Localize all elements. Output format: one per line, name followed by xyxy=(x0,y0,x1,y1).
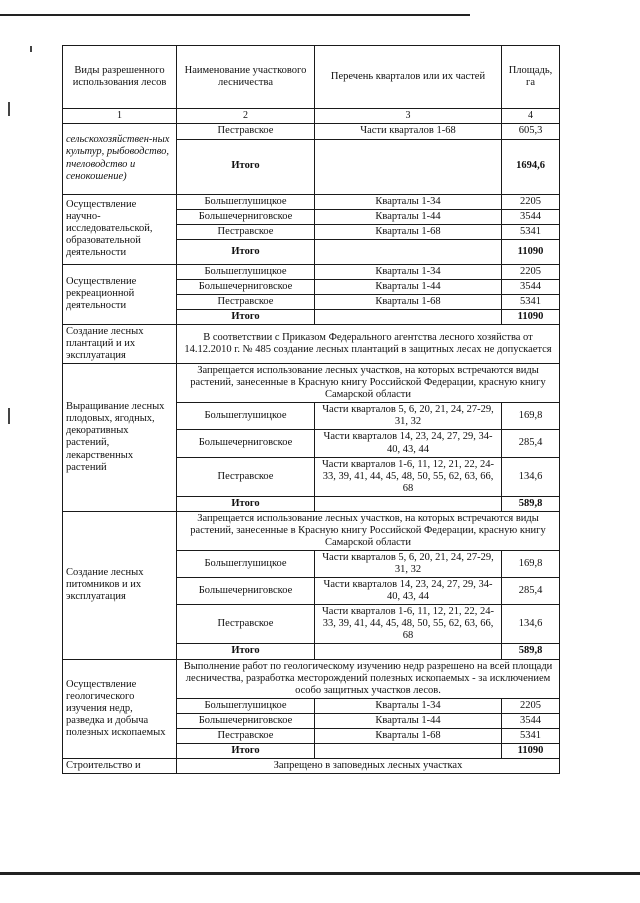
table-row xyxy=(63,364,560,403)
area-cell: 134,6 xyxy=(502,457,560,496)
total-label: Итого xyxy=(177,644,315,659)
empty-cell xyxy=(315,743,502,758)
total-area: 11090 xyxy=(502,239,560,264)
forestry-cell: Большечерниговское xyxy=(177,279,315,294)
area-cell: 2205 xyxy=(502,264,560,279)
empty-cell xyxy=(315,309,502,324)
forestry-cell: Пестравское xyxy=(177,605,315,644)
quarters-cell: Части кварталов 1-6, 11, 12, 21, 22, 24-33, 39, 41, 44, 45, 48, 50, 55, 62, 63, 66, 68 xyxy=(315,457,502,496)
note-cell: Запрещено в заповедных лесных участках xyxy=(177,758,560,773)
empty-cell xyxy=(315,496,502,511)
header-col-forestry: Наименование участкового лесничества xyxy=(177,46,315,109)
quarters-cell: Части кварталов 14, 23, 24, 27, 29, 34-40, 43, 44 xyxy=(315,578,502,605)
forestry-cell: Пестравское xyxy=(177,457,315,496)
bottom-scan-line xyxy=(0,872,640,875)
use-type-cell: Создание лесных питомников и их эксплуатация xyxy=(63,511,177,659)
header-col-type: Виды разрешенного использования лесов xyxy=(63,46,177,109)
quarters-cell: Кварталы 1-34 xyxy=(315,194,502,209)
use-type-cell: Осуществление геологического изучения недр, разведка и добыча полезных ископаемых xyxy=(63,659,177,758)
total-area: 11090 xyxy=(502,743,560,758)
area-cell: 134,6 xyxy=(502,605,560,644)
quarters-cell: Части кварталов 5, 6, 20, 21, 24, 27-29, 31, 32 xyxy=(315,551,502,578)
forestry-cell: Пестравское xyxy=(177,728,315,743)
total-label: Итого xyxy=(177,743,315,758)
quarters-cell: Части кварталов 5, 6, 20, 21, 24, 27-29, 31, 32 xyxy=(315,403,502,430)
forestry-cell: Большеглушицкое xyxy=(177,698,315,713)
empty-cell xyxy=(315,139,502,194)
quarters-cell: Кварталы 1-68 xyxy=(315,294,502,309)
header-col-area: Площадь, га xyxy=(502,46,560,109)
column-number: 2 xyxy=(177,109,315,124)
note-cell: В соответствии с Приказом Федерального агентства лесного хозяйства от 14.12.2010 г. № 485 создание лесных плантаций в защитных лесах не допускается xyxy=(177,324,560,363)
area-cell: 2205 xyxy=(502,698,560,713)
top-scan-line xyxy=(0,14,470,16)
total-area: 589,8 xyxy=(502,496,560,511)
quarters-cell: Кварталы 1-34 xyxy=(315,698,502,713)
table-row xyxy=(63,511,560,550)
forestry-cell: Пестравское xyxy=(177,294,315,309)
column-number: 1 xyxy=(63,109,177,124)
quarters-cell: Кварталы 1-68 xyxy=(315,728,502,743)
quarters-cell: Кварталы 1-68 xyxy=(315,224,502,239)
area-cell: 2205 xyxy=(502,194,560,209)
table-row xyxy=(63,659,560,698)
area-cell: 5341 xyxy=(502,224,560,239)
total-label: Итого xyxy=(177,496,315,511)
note-cell: Запрещается использование лесных участков, на которых встречаются виды растений, занесенные в Красную книгу Российской Федерации, красную книгу Самарской области xyxy=(177,511,560,550)
land-use-table xyxy=(62,45,560,774)
use-type-cell: Выращивание лесных плодовых, ягодных, декоративных растений, лекарственных растений xyxy=(63,364,177,512)
header-row xyxy=(63,46,560,109)
total-label: Итого xyxy=(177,309,315,324)
note-cell: Запрещается использование лесных участков, на которых встречаются виды растений, занесенные в Красную книгу Российской Федерации, красную книгу Самарской области xyxy=(177,364,560,403)
use-type-cell: Создание лесных плантаций и их эксплуатация xyxy=(63,324,177,363)
forestry-cell: Большеглушицкое xyxy=(177,551,315,578)
use-type-cell: сельскохозяйствен-ных культур, рыбоводство, пчеловодство и сенокошение) xyxy=(63,123,177,194)
area-cell: 169,8 xyxy=(502,551,560,578)
area-cell: 3544 xyxy=(502,279,560,294)
column-number: 3 xyxy=(315,109,502,124)
quarters-cell: Кварталы 1-34 xyxy=(315,264,502,279)
table-row xyxy=(63,194,560,209)
area-cell: 3544 xyxy=(502,209,560,224)
forestry-cell: Большечерниговское xyxy=(177,209,315,224)
forestry-cell: Большечерниговское xyxy=(177,578,315,605)
forestry-cell: Большечерниговское xyxy=(177,430,315,457)
total-area: 589,8 xyxy=(502,644,560,659)
area-cell: 285,4 xyxy=(502,578,560,605)
quarters-cell: Части кварталов 14, 23, 24, 27, 29, 34-40, 43, 44 xyxy=(315,430,502,457)
use-type-cell: Осуществление рекреационной деятельности xyxy=(63,264,177,324)
scan-speck xyxy=(8,102,10,116)
area-cell: 169,8 xyxy=(502,403,560,430)
total-area: 1694,6 xyxy=(502,139,560,194)
area-cell: 3544 xyxy=(502,713,560,728)
quarters-cell: Кварталы 1-44 xyxy=(315,209,502,224)
column-number-row xyxy=(63,109,560,124)
total-label: Итого xyxy=(177,139,315,194)
forestry-cell: Большеглушицкое xyxy=(177,194,315,209)
quarters-cell: Кварталы 1-44 xyxy=(315,279,502,294)
scan-speck xyxy=(8,408,10,424)
empty-cell xyxy=(315,239,502,264)
use-type-cell: Осуществление научно-исследовательской, образовательной деятельности xyxy=(63,194,177,264)
note-cell: Выполнение работ по геологическому изучению недр разрешено на всей площади лесничества, разработка месторождений полезных ископаемых - за исключением особо защитных участков лесов. xyxy=(177,659,560,698)
forestry-cell: Пестравское xyxy=(177,123,315,139)
area-cell: 5341 xyxy=(502,728,560,743)
empty-cell xyxy=(315,644,502,659)
total-label: Итого xyxy=(177,239,315,264)
total-area: 11090 xyxy=(502,309,560,324)
quarters-cell: Кварталы 1-44 xyxy=(315,713,502,728)
quarters-cell: Части кварталов 1-68 xyxy=(315,123,502,139)
table-row xyxy=(63,758,560,773)
use-type-cell: Строительство и xyxy=(63,758,177,773)
forestry-cell: Большеглушицкое xyxy=(177,264,315,279)
area-cell: 285,4 xyxy=(502,430,560,457)
forestry-cell: Большеглушицкое xyxy=(177,403,315,430)
forestry-cell: Большечерниговское xyxy=(177,713,315,728)
table-row xyxy=(63,324,560,363)
area-cell: 605,3 xyxy=(502,123,560,139)
table-row xyxy=(63,264,560,279)
table-row xyxy=(63,123,560,139)
column-number: 4 xyxy=(502,109,560,124)
area-cell: 5341 xyxy=(502,294,560,309)
forestry-cell: Пестравское xyxy=(177,224,315,239)
quarters-cell: Части кварталов 1-6, 11, 12, 21, 22, 24-33, 39, 41, 44, 45, 48, 50, 55, 62, 63, 66, 68 xyxy=(315,605,502,644)
scan-speck xyxy=(30,46,32,52)
header-col-quarters: Перечень кварталов или их частей xyxy=(315,46,502,109)
